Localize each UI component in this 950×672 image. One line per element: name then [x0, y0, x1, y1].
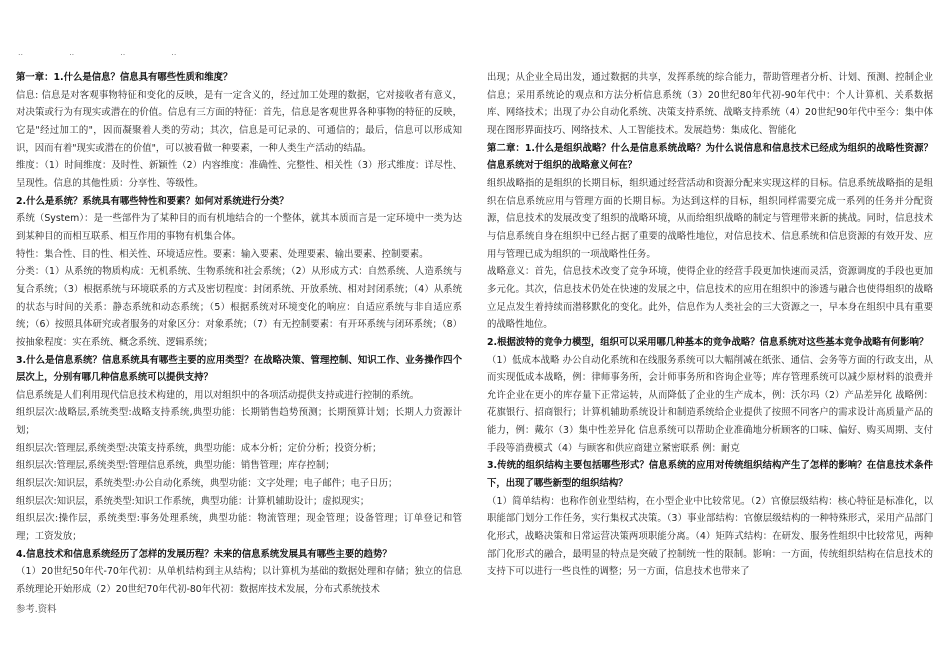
section-heading: 4.信息技术和信息系统经历了怎样的发展历程？未来的信息系统发展具有哪些主要的趋势？: [16, 548, 392, 560]
paragraph: 组织战略指的是组织的长期目标，组织通过经营活动和资源分配来实现这样的目标。信息系统战略指的是组织在信息系统应用与管理方面的长期目标。为达到这样的目标，组织同样需要完成一系列的任务并分配资源，信息技术的发展改变了组织的战略环境，从而给组织战略的制定与管理带来新的挑战。同时，信息技术与信息系统自身在组织中已经占据了重要的战略性地位，对信息技术、信息系统和信息资源的有效开发、应用与管理已成为组织的一项战略性任务。: [487, 177, 933, 260]
paragraph: 组织层次:操作层，系统类型:事务处理系统，典型功能：物流管理；现金管理；设备管理；订单登记和管理；工资发放；: [16, 513, 462, 543]
paragraph: 出现；从企业全局出发，通过数据的共享，发挥系统的综合能力，帮助管理者分析、计划、预测、控制企业信息；采用系统论的观点和方法分析信息系统（3）20世纪80年代初-90年代中：个人计算机、关系数据库、网络技术；出现了办公自动化系统、决策支持系统、战略支持系统（4）20世纪90年代中至今：集中体现在图形界面技巧、网络技术、人工智能技术。发展趋势：集成化、智能化: [487, 72, 933, 136]
paragraph: 分类：（1）从系统的物质构成：无机系统、生物系统和社会系统；（2）从形成方式：自然系统、人造系统与复合系统；（3）根据系统与环境联系的方式及密切程度：封闭系统、开放系统、相对封闭系统；（4）从系统的状态与时间的关系：静态系统和动态系统；（5）根据系统对环境变化的响应：自适应系统与非自适应系统；（6）按照具体研究或者服务的对象区分：对象系统；（7）有无控制要素：有开环系统与闭环系统；（8）按抽象程度：实在系统、概念系统、逻辑系统；: [16, 266, 462, 348]
section-heading: 3.传统的组织结构主要包括哪些形式？信息系统的应用对传统组织结构产生了怎样的影响？在信息技术条件下，出现了哪些新型的组织结构？: [487, 460, 933, 490]
paragraph: 信息: 信息是对客观事物特征和变化的反映，是有一定含义的，经过加工处理的数据，它对接收者有意义，对决策或行为有现实或潜在的价值。信息有三方面的特征：首先，信息是客观世界各种事物的特征的反映，它是"经过加工的"，因而凝聚着人类的劳动；其次，信息是可记录的、可通信的；最后，信息可以形成知识，因而有着"现实或潜在的价值"，可以被看做一种要素，一种人类生产活动的结晶。: [16, 89, 462, 154]
paragraph: 组织层次:知识层，系统类型:知识工作系统，典型功能：计算机辅助设计；虚拟现实；: [16, 495, 370, 507]
paragraph: 组织层次:知识层，系统类型:办公自动化系统，典型功能：文字处理；电子邮件；电子日历；: [16, 478, 398, 490]
page-footer: 参考.资料: [16, 604, 57, 615]
section-heading: 第一章：1.什么是信息？信息具有哪些性质和维度？: [16, 72, 233, 83]
left-column: [16, 69, 462, 599]
header-marks: [18, 48, 176, 57]
paragraph: （1）低成本战略 办公自动化系统和在线服务系统可以大幅削减在纸张、通信、会务等方面的行政支出，从而实现低成本战略，例：律师事务所，会计师事务所和咨询企业等；库存管理系统可以减少原材料的浪费并允许企业在更小的库存量下正常运转，从而降低了企业的生产成本，例：沃尔玛（2）产品差异化 战略例：花旗银行、招商银行；计算机辅助系统设计和制造系统给企业提供了按照不同客户的需求设计高质量产品的能力，例：戴尔（3）集中性差异化 信息系统可以帮助企业准确地分析顾客的口味、偏好、购买周期、支付手段等消费模式（4）与顾客和供应商建立紧密联系 例：耐克: [487, 354, 933, 454]
paragraph: （1）简单结构：也称作创业型结构，在小型企业中比较常见。（2）官僚层级结构：核心特征是标准化，以职能部门划分工作任务，实行集权式决策。（3）事业部结构：官僚层级结构的一种特殊形式，采用产品部门化形式，战略决策和日常运营决策两项职能分离。（4）矩阵式结构：在研发、服务性组织中比较常见，两种部门化形式的融合，最明显的特点是突破了控制统一性的限制。影响：一方面，传统组织结构在信息技术的支持下可以进行一些良性的调整；另一方面，信息技术也带来了: [487, 495, 933, 578]
header-mark: ..: [171, 48, 177, 57]
section-heading: 第二章：1.什么是组织战略？什么是信息系统战略？为什么说信息和信息技术已经成为组织的战略性资源？信息系统对于组织的战略意义何在？: [487, 142, 933, 172]
header-mark: ..: [18, 48, 24, 57]
paragraph: 组织层次:战略层,系统类型:战略支持系统,典型功能：长期销售趋势预测；长期预算计划；长期人力资源计划；: [16, 407, 462, 437]
paragraph: 系统（System）：是一些部件为了某种目的而有机地结合的一个整体，就其本质而言是一定环境中一类为达到某种目的而相互联系、相互作用的事物有机集合体。: [16, 213, 462, 242]
header-mark: ..: [120, 48, 126, 57]
section-heading: 2.什么是系统？系统具有哪些特性和要素？如何对系统进行分类？: [16, 195, 289, 207]
paragraph: 维度：（1）时间维度：及时性、新颖性（2）内容维度：准确性、完整性、相关性（3）形式维度：详尽性、呈现性。信息的其他性质：分享性、等级性。: [16, 160, 462, 189]
section-heading: 3.什么是信息系统？信息系统具有哪些主要的应用类型？在战略决策、管理控制、知识工作、业务操作四个层次上，分别有哪几种信息系统可以提供支持？: [16, 354, 462, 384]
paragraph: 战略意义：首先，信息技术改变了竞争环境，使得企业的经营手段更加快速而灵活，资源调度的手段也更加多元化。其次，信息技术仍处在快速的发展之中，信息技术的应用在组织中的渗透与融合也使得组织的战略立足点发生着持续而潜移默化的变化。此外，信息作为人类社会的三大资源之一，早本身在组织中具有重要的战略性地位。: [487, 266, 933, 331]
section-heading: 2.根据波特的竞争力模型，组织可以采用哪几种基本的竞争战略？信息系统对这些基本竞争战略有何影响？: [487, 336, 929, 348]
paragraph: 组织层次:管理层,系统类型:管理信息系统，典型功能：销售管理；库存控制；: [16, 460, 335, 472]
paragraph: 信息系统是人们利用现代信息技术构建的，用以对组织中的各项活动提供支持或进行控制的系统。: [16, 389, 420, 401]
paragraph: 组织层次:管理层,系统类型:决策支持系统，典型功能：成本分析；定价分析；投资分析；: [16, 442, 382, 454]
paragraph: （1）20世纪50年代-70年代初：从单机结构到主从结构；以计算机为基础的数据处理和存储；独立的信息系统理论开始形成（2）20世纪70年代初-80年代初：数据库技术发展，分布式系统技术: [16, 566, 462, 596]
right-column: [487, 69, 933, 581]
paragraph: 特性：集合性、目的性、相关性、环境适应性。要素：输入要素、处理要素、输出要素、控制要素。: [16, 248, 429, 260]
header-mark: ..: [69, 48, 75, 57]
